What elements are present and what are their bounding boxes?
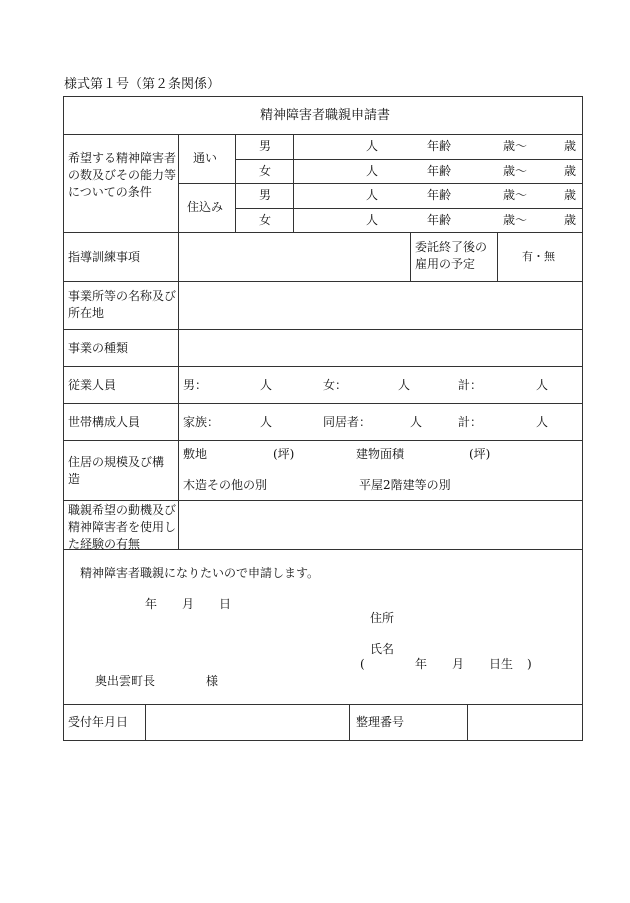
employees-total: 計： bbox=[458, 378, 483, 392]
divider bbox=[235, 134, 236, 232]
age-label: 年齢 bbox=[427, 213, 452, 227]
received-date-label: 受付年月日 bbox=[68, 715, 129, 729]
divider bbox=[497, 232, 498, 281]
male-label: 男 bbox=[259, 188, 272, 202]
female-label: 女 bbox=[259, 213, 272, 227]
age-from: 歳～ bbox=[503, 213, 528, 227]
addressee: 奥出雲町長 bbox=[95, 674, 156, 688]
divider bbox=[63, 704, 583, 705]
age-to: 歳 bbox=[564, 213, 577, 227]
business-name-label: 事業所等の名称及び所在地 bbox=[68, 289, 177, 320]
conditions-label: 希望する精神障害者の数及びその能力等についての条件 bbox=[68, 151, 177, 199]
commute-label: 通い bbox=[193, 151, 218, 165]
divider bbox=[63, 134, 583, 135]
age-from: 歳～ bbox=[503, 188, 528, 202]
divider bbox=[467, 704, 468, 741]
divider bbox=[63, 440, 583, 441]
age-label: 年齢 bbox=[427, 188, 452, 202]
household-total: 計： bbox=[458, 415, 483, 429]
residence-building-area: 建物面積 bbox=[356, 447, 405, 461]
person-unit: 人 bbox=[398, 378, 411, 392]
employment-plan-label: 委託終了後の雇用の予定 bbox=[415, 240, 488, 271]
person-unit: 人 bbox=[410, 415, 423, 429]
honorific: 様 bbox=[206, 674, 219, 688]
age-from: 歳～ bbox=[503, 164, 528, 178]
person-unit: 人 bbox=[536, 415, 549, 429]
household-family: 家族： bbox=[183, 415, 220, 429]
person-unit: 人 bbox=[366, 164, 379, 178]
female-label: 女 bbox=[259, 164, 272, 178]
divider bbox=[63, 500, 583, 501]
birth-day: 日生 bbox=[489, 657, 514, 671]
divider bbox=[63, 281, 583, 282]
tsubo-unit: (坪) bbox=[273, 447, 295, 461]
employment-plan-value: 有・無 bbox=[522, 250, 555, 263]
age-to: 歳 bbox=[564, 188, 577, 202]
employees-label: 従業人員 bbox=[68, 378, 117, 392]
tsubo-unit: (坪) bbox=[469, 447, 491, 461]
age-label: 年齢 bbox=[427, 139, 452, 153]
person-unit: 人 bbox=[366, 139, 379, 153]
divider bbox=[349, 704, 350, 741]
residence-wood: 木造その他の別 bbox=[183, 478, 268, 492]
motivation-label: 職親希望の動機及び精神障害者を使用した経験の有無 bbox=[68, 503, 177, 551]
divider bbox=[178, 134, 179, 549]
divider bbox=[235, 208, 583, 209]
person-unit: 人 bbox=[260, 378, 273, 392]
business-type-label: 事業の種類 bbox=[68, 341, 129, 355]
employees-male: 男： bbox=[183, 378, 208, 392]
divider bbox=[63, 329, 583, 330]
age-to: 歳 bbox=[564, 139, 577, 153]
divider bbox=[178, 183, 583, 184]
male-label: 男 bbox=[259, 139, 272, 153]
divider bbox=[410, 232, 411, 281]
residence-floors: 平屋2階建等の別 bbox=[359, 478, 451, 492]
divider bbox=[293, 134, 294, 232]
birth-year: 年 bbox=[415, 657, 428, 671]
residence-site: 敷地 bbox=[183, 447, 208, 461]
age-label: 年齢 bbox=[427, 164, 452, 178]
reference-number-label: 整理番号 bbox=[356, 715, 405, 729]
age-from: 歳～ bbox=[503, 139, 528, 153]
divider bbox=[145, 704, 146, 741]
person-unit: 人 bbox=[536, 378, 549, 392]
name-label: 氏名 bbox=[370, 642, 395, 656]
address-label: 住所 bbox=[370, 611, 395, 625]
person-unit: 人 bbox=[366, 188, 379, 202]
age-to: 歳 bbox=[564, 164, 577, 178]
date-month: 月 bbox=[182, 597, 195, 611]
divider bbox=[235, 159, 583, 160]
guidance-label: 指導訓練事項 bbox=[68, 250, 141, 264]
divider bbox=[63, 403, 583, 404]
person-unit: 人 bbox=[366, 213, 379, 227]
application-statement: 精神障害者職親になりたいので申請します。 bbox=[80, 566, 320, 580]
birth-month: 月 bbox=[452, 657, 465, 671]
date-day: 日 bbox=[219, 597, 232, 611]
birth-close: ) bbox=[527, 657, 532, 671]
form-number: 様式第１号（第２条関係） bbox=[64, 77, 221, 92]
residence-label: 住居の規模及び構造 bbox=[68, 455, 165, 486]
household-label: 世帯構成人員 bbox=[68, 415, 141, 429]
household-cohabitant: 同居者： bbox=[323, 415, 372, 429]
divider bbox=[63, 366, 583, 367]
employees-female: 女： bbox=[323, 378, 348, 392]
date-year: 年 bbox=[145, 597, 158, 611]
person-unit: 人 bbox=[260, 415, 273, 429]
divider bbox=[63, 232, 583, 233]
live-in-label: 住込み bbox=[187, 200, 224, 214]
birth-open: ( bbox=[360, 657, 365, 671]
form-title: 精神障害者職親申請書 bbox=[260, 108, 391, 123]
